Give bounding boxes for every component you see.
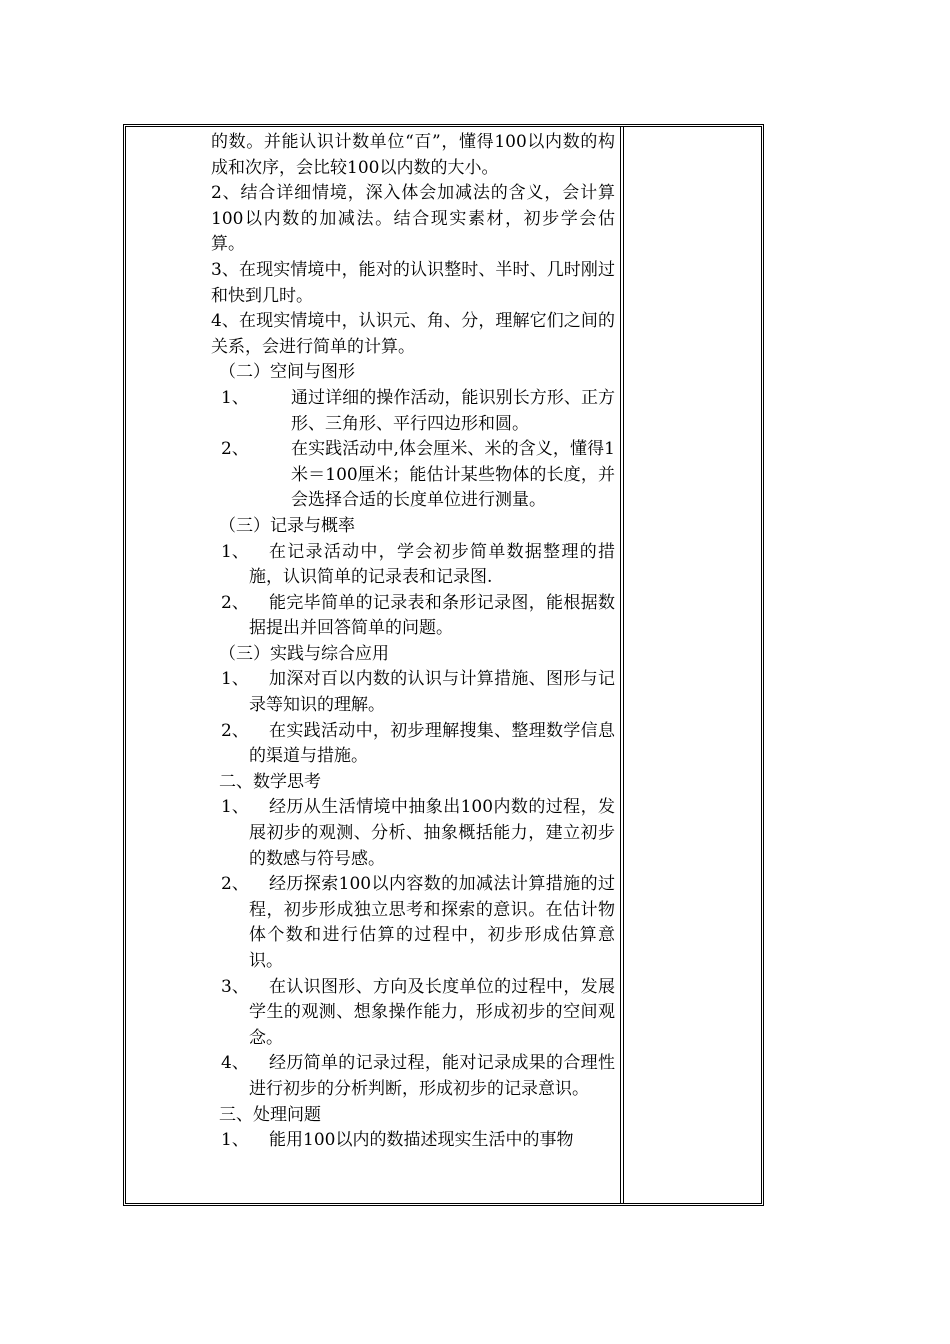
item-number: 2、 <box>221 720 249 741</box>
paragraph: 的数。并能认识计数单位“百”，懂得100以内数的构成和次序，会比较100以内数的大小。 <box>211 132 615 178</box>
list-item <box>211 719 615 770</box>
item-number: 1、 <box>221 387 249 408</box>
item-text: 在实践活动中，初步理解搜集、整理数学信息的渠道与措施。 <box>249 720 615 767</box>
item-number: 1、 <box>221 797 249 818</box>
list-item <box>211 795 615 872</box>
list-item <box>211 591 615 642</box>
item-text: 加深对百以内数的认识与计算措施、图形与记录等知识的理解。 <box>249 669 615 716</box>
side-column <box>624 127 761 1203</box>
section-heading: 二、数学思考 <box>219 771 321 792</box>
item-text: 在实践活动中,体会厘米、米的含义，懂得1米＝100厘米；能估计某些物体的长度，并会选择合适的长度单位进行测量。 <box>291 439 615 511</box>
paragraph: 4、在现实情境中，认识元、角、分，理解它们之间的关系，会进行简单的计算。 <box>211 311 615 357</box>
list-item <box>211 386 615 437</box>
item-text: 在认识图形、方向及长度单位的过程中，发展学生的观测、想象操作能力，形成初步的空间观念。 <box>249 976 615 1048</box>
list-item <box>211 1128 615 1154</box>
item-number: 1、 <box>221 1130 249 1151</box>
list-item <box>211 1051 615 1102</box>
item-text: 通过详细的操作活动，能识别长方形、正方形、三角形、平行四边形和圆。 <box>291 387 615 434</box>
item-text: 经历简单的记录过程，能对记录成果的合理性进行初步的分析判断，形成初步的记录意识。 <box>249 1053 615 1099</box>
paragraph: 2、结合详细情境，深入体会加减法的含义，会计算100以内数的加减法。结合现实素材，初步学会估算。 <box>211 183 615 255</box>
item-number: 1、 <box>221 541 249 562</box>
item-number: 2、 <box>221 874 249 895</box>
section-heading: （二）空间与图形 <box>219 362 355 383</box>
section-heading: （三）记录与概率 <box>219 515 355 536</box>
item-text: 经历从生活情境中抽象出100内数的过程，发展初步的观测、分析、抽象概括能力，建立初步的数感与符号感。 <box>249 797 615 869</box>
item-number: 3、 <box>221 976 249 997</box>
item-number: 2、 <box>221 592 249 613</box>
paragraph: 3、在现实情境中，能对的认识整时、半时、几时刚过和快到几时。 <box>211 259 615 306</box>
list-item <box>211 872 615 974</box>
list-item <box>211 437 615 514</box>
item-number: 2、 <box>221 439 249 460</box>
section-heading: 三、处理问题 <box>219 1104 321 1125</box>
item-text: 能用100以内的数描述现实生活中的事物 <box>269 1130 574 1151</box>
list-item <box>211 540 615 591</box>
item-number: 1、 <box>221 669 249 690</box>
list-item <box>211 667 615 718</box>
item-text: 经历探索100以内容数的加减法计算措施的过程，初步形成独立思考和探索的意识。在估计物体个数和进行估算的过程中，初步形成估算意识。 <box>249 874 615 971</box>
item-text: 在记录活动中，学会初步简单数据整理的措施，认识简单的记录表和记录图. <box>249 541 615 588</box>
item-text: 能完毕简单的记录表和条形记录图，能根据数据提出并回答简单的问题。 <box>249 592 615 639</box>
list-item <box>211 975 615 1052</box>
section-heading: （三）实践与综合应用 <box>219 643 389 664</box>
item-number: 4、 <box>221 1053 249 1074</box>
document-content <box>211 130 615 1154</box>
